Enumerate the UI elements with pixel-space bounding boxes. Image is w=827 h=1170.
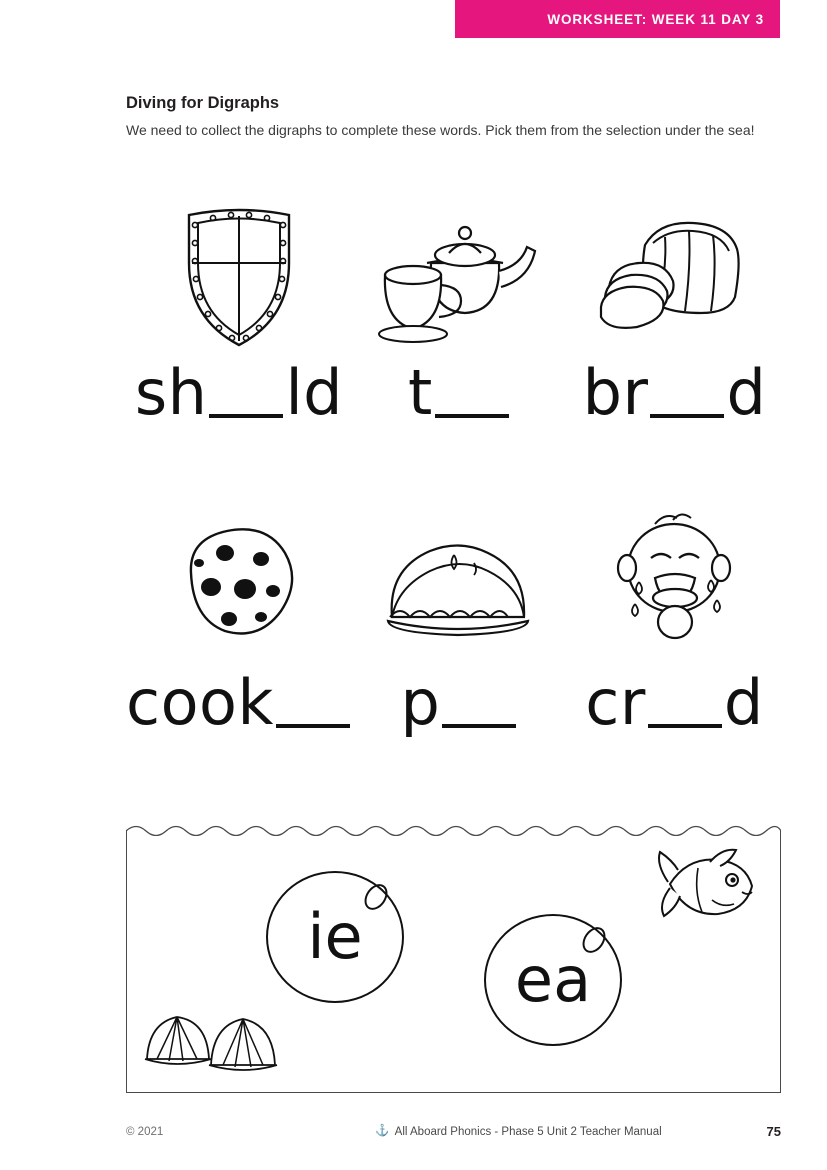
- footer-center: [296, 1126, 741, 1138]
- title-block: [126, 94, 781, 141]
- puzzle-item: [567, 196, 782, 506]
- answer-blank[interactable]: [209, 414, 283, 418]
- word-prefix: br: [582, 356, 649, 429]
- puzzle-word: [407, 356, 511, 429]
- word-prefix: t: [407, 356, 433, 429]
- puzzle-word: [126, 666, 352, 739]
- teapot-and-cup-icon: [369, 196, 549, 356]
- pie-icon: [374, 506, 544, 666]
- word-prefix: cr: [585, 666, 646, 739]
- digraph-bubble-ie[interactable]: [266, 871, 404, 1003]
- page-title: Diving for Digraphs: [126, 94, 280, 112]
- puzzle-item: [126, 506, 352, 816]
- bread-loaf-icon: [589, 196, 759, 356]
- word-prefix: p: [400, 666, 441, 739]
- worksheet-header-banner: [455, 0, 780, 38]
- copyright-text: © 2021: [126, 1125, 164, 1138]
- word-prefix: cook: [126, 666, 274, 739]
- page-footer: [126, 1124, 781, 1139]
- worksheet-banner-label: WORKSHEET: WEEK 11 DAY 3: [547, 11, 764, 27]
- digraph-bubble-ea[interactable]: [484, 914, 622, 1046]
- puzzle-item: [352, 196, 567, 506]
- puzzle-word: [582, 356, 767, 429]
- puzzle-word: [400, 666, 518, 739]
- answer-blank[interactable]: [648, 724, 722, 728]
- answer-blank[interactable]: [435, 414, 509, 418]
- puzzle-word: [585, 666, 764, 739]
- answer-blank[interactable]: [442, 724, 516, 728]
- puzzle-grid: [126, 196, 782, 816]
- shield-icon: [179, 196, 299, 356]
- manual-title: All Aboard Phonics - Phase 5 Unit 2 Teacher Manual: [394, 1125, 662, 1138]
- puzzle-item: [567, 506, 782, 816]
- fish-icon: [654, 842, 762, 924]
- word-suffix: ld: [285, 356, 344, 429]
- puzzle-item: [126, 196, 352, 506]
- page-number: 75: [766, 1124, 781, 1139]
- answer-blank[interactable]: [276, 724, 350, 728]
- answer-blank[interactable]: [650, 414, 724, 418]
- crying-baby-icon: [599, 506, 749, 666]
- seashells-icon: [141, 1005, 281, 1075]
- anchor-icon: ⚓: [375, 1124, 390, 1137]
- cookie-icon: [169, 506, 309, 666]
- word-suffix: d: [726, 356, 767, 429]
- puzzle-item: [352, 506, 567, 816]
- instructions-text: We need to collect the digraphs to complete these words. Pick them from the selection under the sea!: [126, 122, 755, 138]
- digraph-bubble-label: ea: [514, 943, 592, 1016]
- puzzle-word: [134, 356, 344, 429]
- word-suffix: d: [723, 666, 764, 739]
- word-prefix: sh: [134, 356, 208, 429]
- digraph-bubble-label: ie: [307, 900, 363, 973]
